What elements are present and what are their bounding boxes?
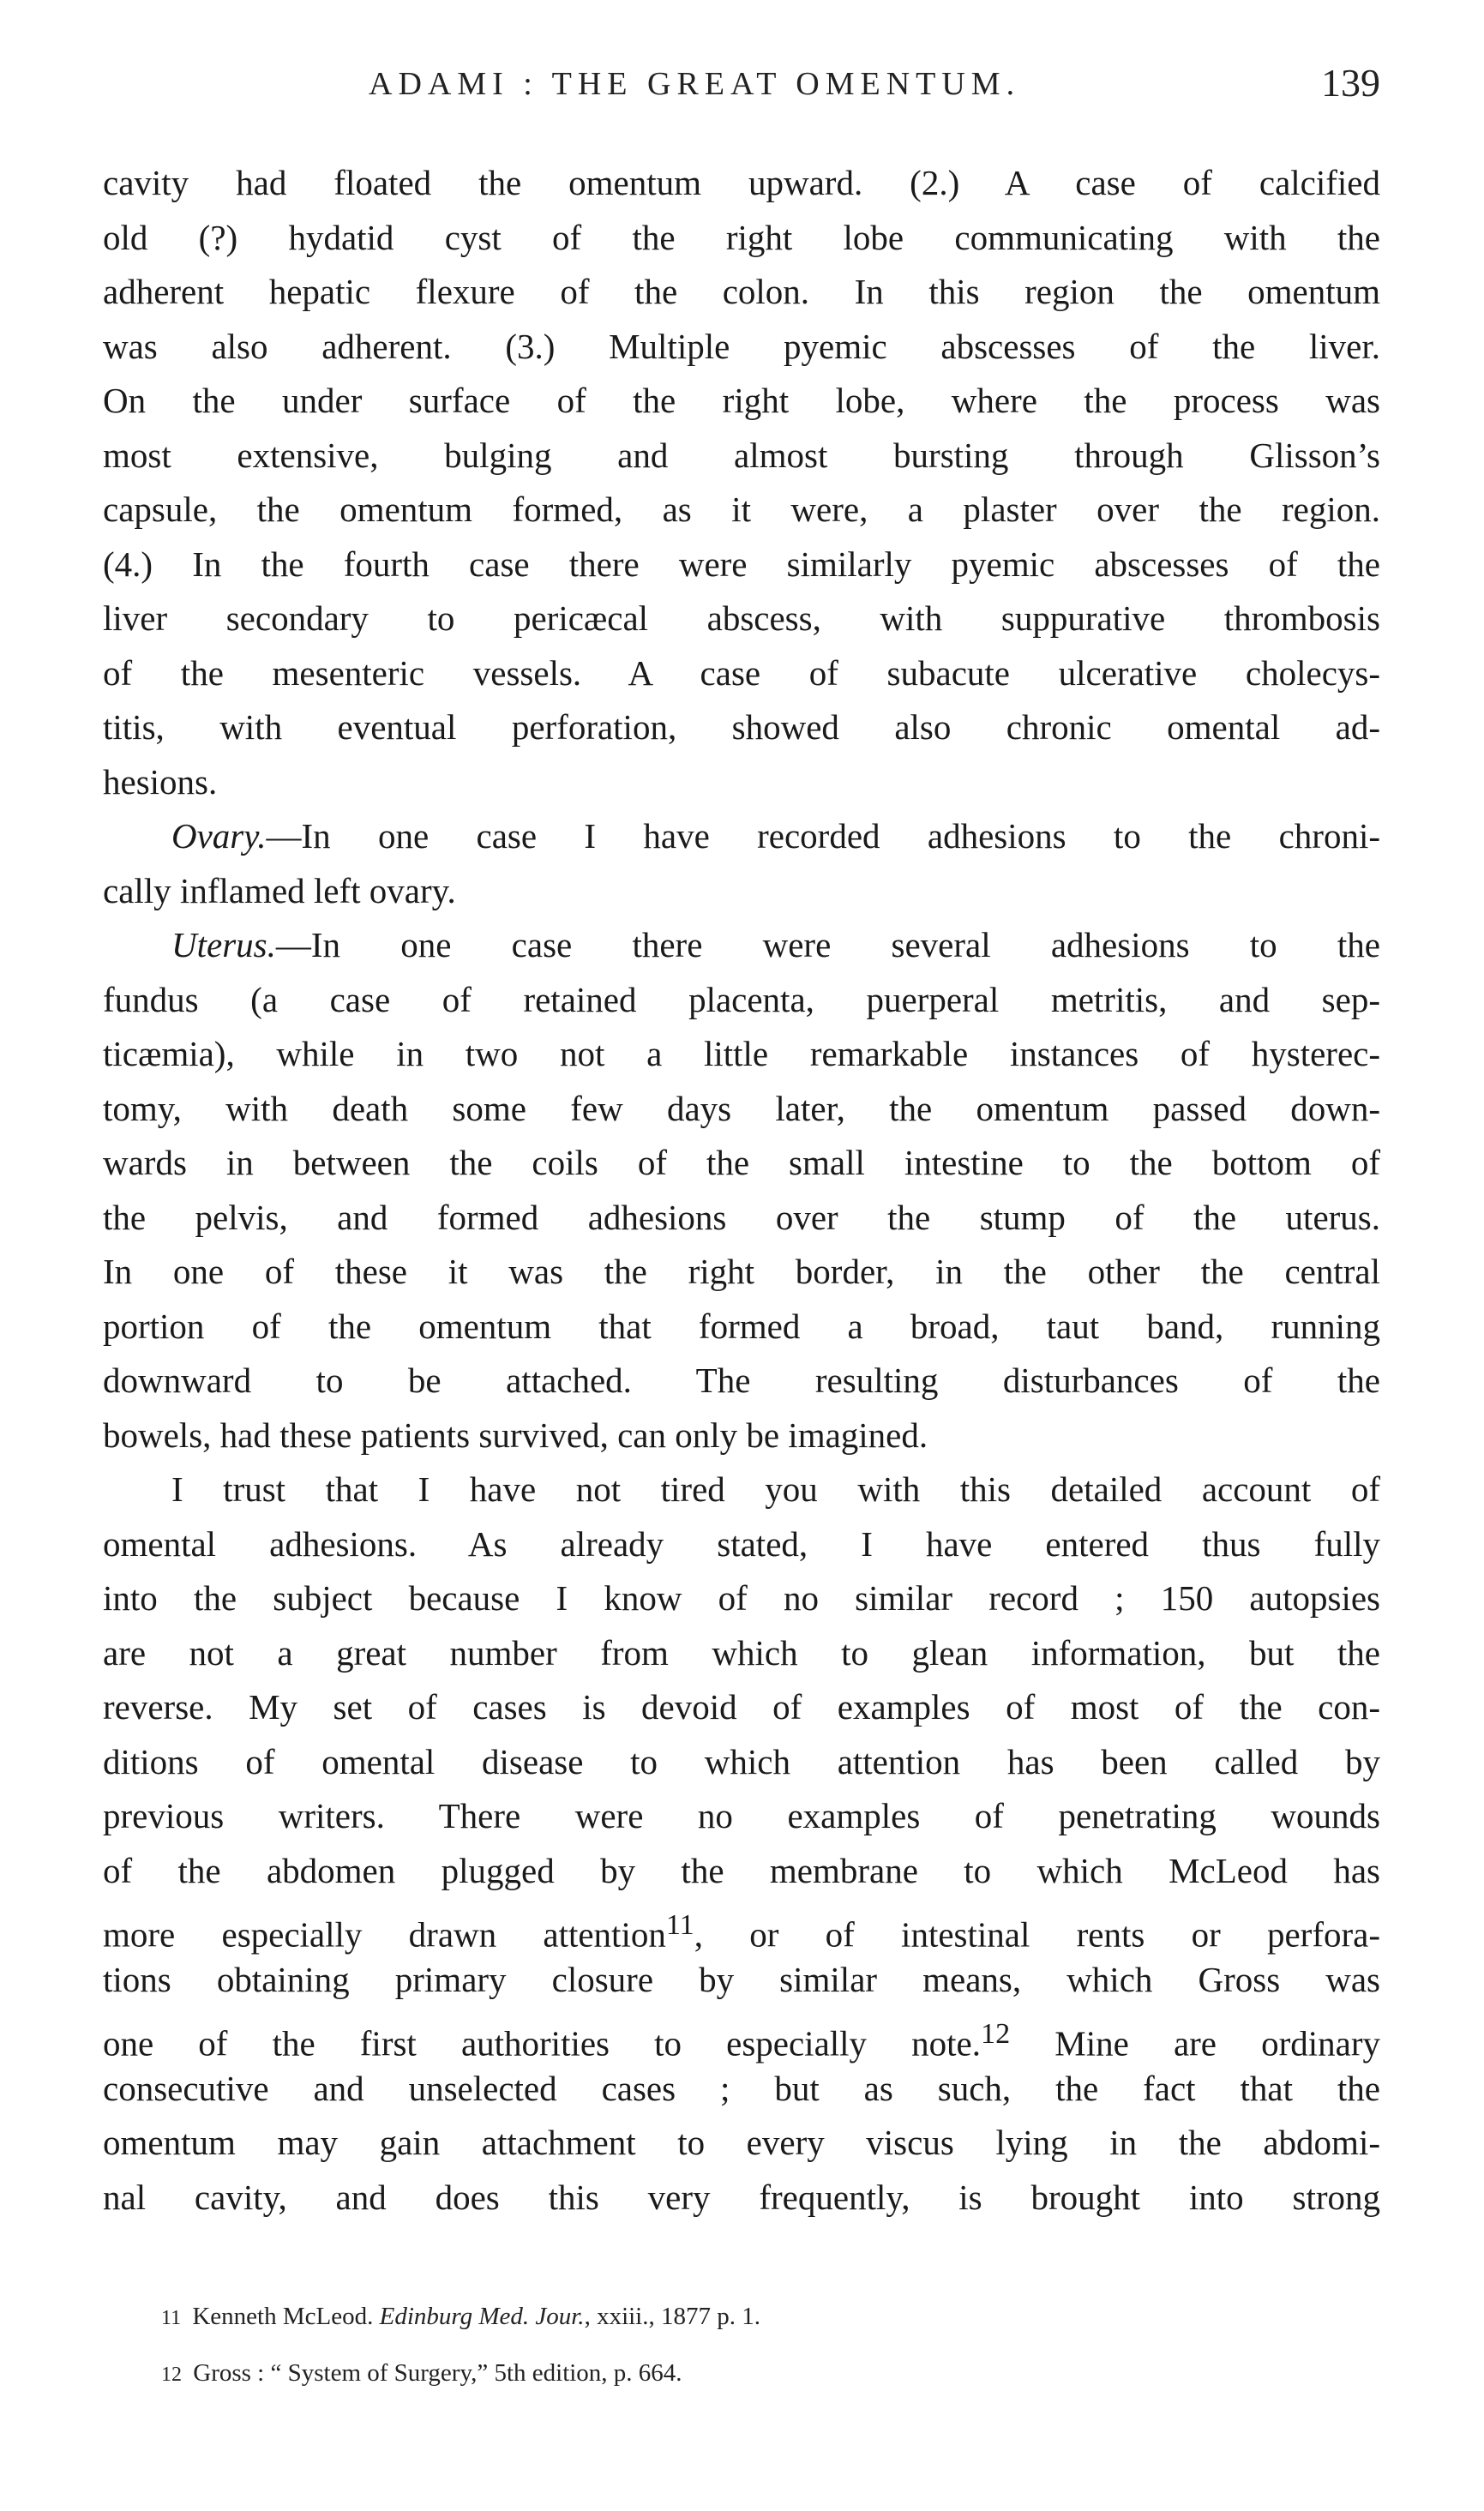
text-line: was also adherent. (3.) Multiple pyemic abscesses of the liver.: [103, 326, 1380, 366]
text-line: ticæmia), while in two not a little remarkable instances of hysterec-: [103, 1034, 1380, 1073]
ovary-text: —In one case I have recorded adhesions to the chroni-: [266, 816, 1380, 856]
text-line: tomy, with death some few days later, the omentum passed down-: [103, 1088, 1380, 1128]
footnote-rest: , xxiii., 1877 p. 1.: [584, 2303, 760, 2330]
text-line: capsule, the omentum formed, as it were, a plaster over the region.: [103, 490, 1380, 529]
text-line: the pelvis, and formed adhesions over the stump of the uterus.: [103, 1197, 1380, 1237]
footnote-11: [161, 2289, 1276, 2346]
footnote-number: 12: [161, 2364, 182, 2386]
page-header: [103, 58, 1380, 127]
text-line: tions obtaining primary closure by similar means, which Gross was: [103, 1959, 1380, 1999]
uterus-heading: Uterus.: [171, 925, 276, 964]
footnote-number: 11: [161, 2307, 182, 2329]
text-line: I trust that I have not tired you with this detailed account of: [171, 1469, 1380, 1509]
text-line: of the abdomen plugged by the membrane to which McLeod has: [103, 1850, 1380, 1890]
footnote-rest: 5th edition, p. 664.: [488, 2359, 682, 2387]
text-line: wards in between the coils of the small intestine to the bottom of: [103, 1143, 1380, 1182]
text-segment: , or of intestinal rents or perfora-: [694, 1914, 1380, 1955]
text-line: titis, with eventual perforation, showed also chronic omental ad-: [103, 707, 1380, 747]
text-line: into the subject because I know of no similar record ; 150 autopsies: [103, 1578, 1380, 1618]
text-line: On the under surface of the right lobe, where the process was: [103, 381, 1380, 420]
footnote-title: “ System of Surgery,”: [270, 2359, 489, 2387]
text-line: liver secondary to pericæcal abscess, with suppurative thrombosis: [103, 598, 1380, 638]
footnote-title: Edinburg Med. Jour.: [379, 2303, 585, 2330]
footnote-12: [161, 2346, 1276, 2402]
text-line: cally inflamed left ovary.: [103, 870, 456, 910]
text-line: bowels, had these patients survived, can only be imagined.: [103, 1415, 928, 1455]
body-text: [103, 156, 1380, 2225]
footnote-author: Gross :: [193, 2359, 265, 2387]
text-line: old (?) hydatid cyst of the right lobe communicating with the: [103, 217, 1380, 257]
text-line: (4.) In the fourth case there were similarly pyemic abscesses of the: [103, 544, 1380, 584]
text-line: are not a great number from which to glean information, but the: [103, 1632, 1380, 1673]
text-line: cavity had floated the omentum upward. (2.) A case of calcified: [103, 163, 1380, 202]
footnote-ref-12: 12: [981, 2018, 1011, 2050]
text-line: omentum may gain attachment to every viscus lying in the abdomi-: [103, 2123, 1380, 2162]
text-line: consecutive and unselected cases ; but as such, the fact that the: [103, 2068, 1380, 2108]
text-segment: one of the first authorities to especially note.: [103, 2023, 982, 2063]
text-line: adherent hepatic flexure of the colon. In this region the omentum: [103, 272, 1380, 311]
uterus-text: —In one case there were several adhesions to the: [275, 925, 1380, 964]
text-line: ditions of omental disease to which attention has been called by: [103, 1741, 1380, 1781]
text-segment: Mine are ordinary: [1010, 2023, 1381, 2063]
ovary-paragraph-line: [103, 809, 1380, 864]
text-segment: more especially drawn attention: [103, 1914, 666, 1955]
text-line: downward to be attached. The resulting disturbances of the: [103, 1361, 1380, 1400]
text-line: reverse. My set of cases is devoid of examples of most of the con-: [103, 1687, 1380, 1727]
text-line: portion of the omentum that formed a broad, taut band, running: [103, 1306, 1380, 1346]
text-line: nal cavity, and does this very frequently, is brought into strong: [103, 2177, 1380, 2217]
footnotes: [161, 2289, 1276, 2402]
text-line: fundus (a case of retained placenta, puerperal metritis, and sep-: [103, 979, 1380, 1019]
text-line: hesions.: [103, 761, 218, 802]
text-line: most extensive, bulging and almost bursting through Glisson’s: [103, 435, 1380, 475]
page-number: 139: [1321, 61, 1380, 105]
footnote-ref-11: 11: [665, 1909, 694, 1941]
text-line: In one of these it was the right border, in the other the central: [103, 1252, 1380, 1291]
text-line: of the mesenteric vessels. A case of subacute ulcerative cholecys-: [103, 652, 1380, 693]
ovary-heading: Ovary.: [171, 816, 267, 856]
uterus-paragraph-line: [103, 918, 1380, 973]
text-line: previous writers. There were no examples of penetrating wounds: [103, 1796, 1380, 1835]
text-line-with-footnote-12: [103, 2007, 1380, 2062]
text-line: omental adhesions. As already stated, I have entered thus fully: [103, 1523, 1380, 1564]
text-line-with-footnote-11: [103, 1898, 1380, 1953]
running-head: ADAMI : THE GREAT OMENTUM.: [369, 66, 1021, 102]
footnote-author: Kenneth McLeod.: [192, 2303, 374, 2330]
